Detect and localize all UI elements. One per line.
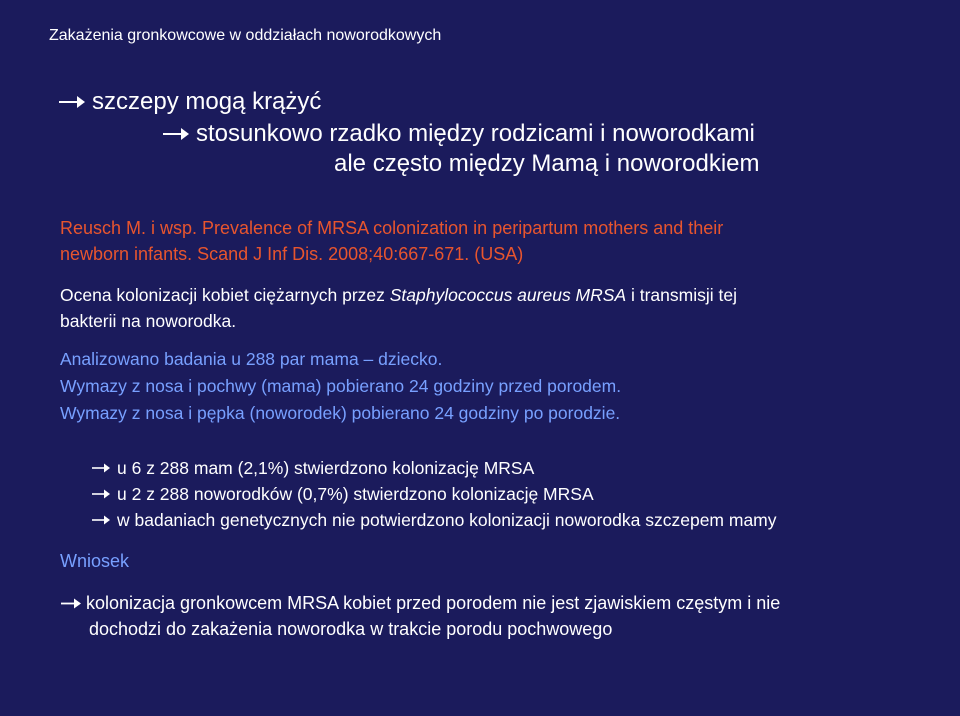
intro-line-2 [162, 119, 755, 149]
arrow-icon [91, 462, 111, 474]
conclusion-text-2: dochodzi do zakażenia noworodka w trakcie porodu pochwowego [89, 619, 613, 639]
result-item-3 [91, 507, 777, 533]
arrow-icon [60, 597, 82, 610]
methods-line-3: Wymazy z nosa i pępka (noworodek) pobierano 24 godziny po porodzie. [60, 403, 621, 423]
aim-text-after: i transmisji tej [626, 285, 737, 305]
arrow-icon [162, 126, 190, 142]
aim-line-2: bakterii na noworodka. [60, 311, 237, 331]
intro-text-1: szczepy mogą krążyć [92, 88, 322, 115]
aim-text-before: Ocena kolonizacji kobiet ciężarnych przez [60, 285, 390, 305]
arrow-icon [91, 488, 111, 500]
arrow-icon [91, 514, 111, 526]
aim-species: Staphylococcus aureus MRSA [389, 285, 627, 305]
conclusion-label: Wniosek [60, 551, 130, 571]
methods-line-2: Wymazy z nosa i pochwy (mama) pobierano 24 godziny przed porodem. [60, 376, 622, 396]
arrow-icon [58, 94, 86, 110]
result-text-2: u 2 z 288 noworodków (0,7%) stwierdzono kolonizację MRSA [117, 484, 594, 504]
methods-line-1: Analizowano badania u 288 par mama – dziecko. [60, 349, 443, 369]
intro-text-2: stosunkowo rzadko między rodzicami i noworodkami [196, 120, 755, 147]
slide-header: Zakażenia gronkowcowe w oddziałach noworodkowych [49, 27, 442, 44]
intro-text-3: ale często między Mamą i noworodkiem [334, 150, 760, 177]
intro-line-1 [58, 87, 321, 117]
result-item-2 [91, 481, 594, 507]
result-text-3: w badaniach genetycznych nie potwierdzono kolonizacji noworodka szczepem mamy [117, 510, 777, 530]
reference-line-1: Reusch M. i wsp. Prevalence of MRSA colonization in peripartum mothers and their [60, 218, 724, 238]
aim-line-1 [60, 282, 737, 308]
conclusion-line-1 [60, 590, 780, 616]
reference-line-2: newborn infants. Scand J Inf Dis. 2008;40:667-671. (USA) [60, 244, 524, 264]
result-item-1 [91, 455, 534, 481]
conclusion-text-1: kolonizacja gronkowcem MRSA kobiet przed porodem nie jest zjawiskiem częstym i nie [86, 593, 781, 613]
result-text-1: u 6 z 288 mam (2,1%) stwierdzono kolonizację MRSA [117, 458, 535, 478]
